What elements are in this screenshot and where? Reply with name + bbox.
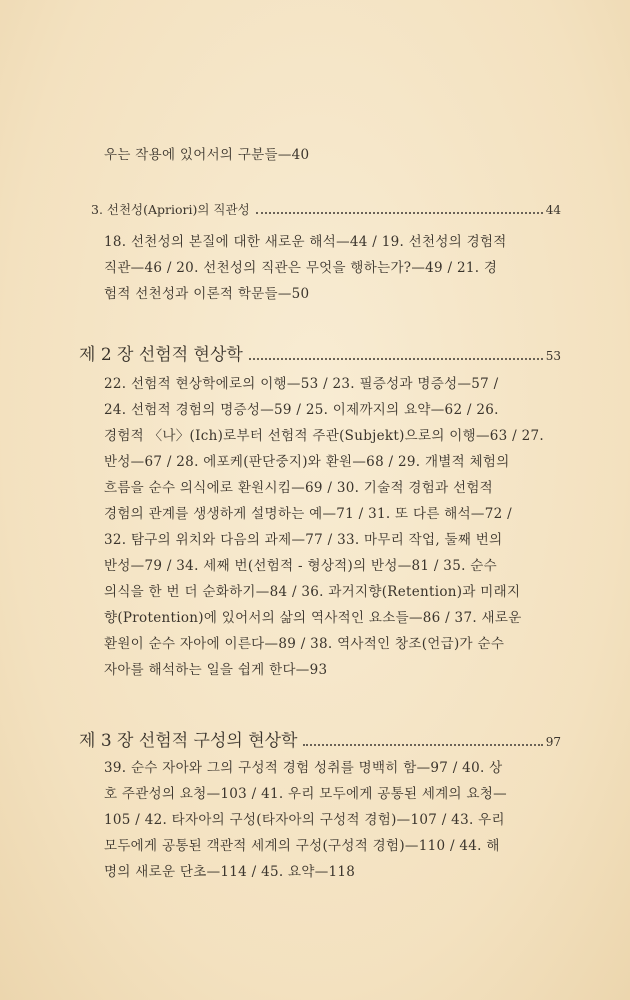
chapter-heading xyxy=(79,340,561,365)
toc-entry-line: 반성—79 / 34. 세째 번(선험적 - 형상적)의 반성—81 / 35. 순수 xyxy=(104,558,497,574)
toc-entry-line: 경험적 〈나〉(Ich)로부터 선험적 주관(Subjekt)으로의 이행—63 / 27. xyxy=(104,428,544,444)
toc-entry-line: 흐름을 순수 의식에로 환원시킴—69 / 30. 기술적 경험과 선험적 xyxy=(104,480,494,496)
chapter-page-number: 97 xyxy=(545,735,561,749)
toc-entry-line: 자아를 해석하는 일을 쉽게 한다—93 xyxy=(104,662,328,678)
dot-leader xyxy=(256,211,543,214)
chapter-page-number: 53 xyxy=(545,349,561,363)
toc-entry-line: 22. 선험적 현상학에로의 이행—53 / 23. 필증성과 명증성—57 / xyxy=(104,376,499,392)
toc-entry-line: 경험의 관계를 생생하게 설명하는 예—71 / 31. 또 다른 해석—72 / xyxy=(104,506,512,522)
chapter-title: 제 2 장 선험적 현상학 xyxy=(79,345,243,365)
toc-entry-line: 모두에게 공통된 객관적 세계의 구성(구성적 경험)—110 / 44. 해 xyxy=(104,838,500,854)
section-heading xyxy=(91,200,561,218)
toc-entry-line: 명의 새로운 단초—114 / 45. 요약—118 xyxy=(104,864,356,880)
chapter-title: 제 3 장 선험적 구성의 현상학 xyxy=(79,731,298,751)
toc-entry-line: 105 / 42. 타자아의 구성(타자아의 구성적 경험)—107 / 43. 우리 xyxy=(104,812,505,828)
toc-continuation-line: 우는 작용에 있어서의 구분들—40 xyxy=(104,147,310,163)
toc-entry-line: 향(Protention)에 있어서의 삶의 역사적인 요소들—86 / 37. 새로운 xyxy=(104,610,522,626)
section-title: 3. 선천성(Apriori)의 직관성 xyxy=(91,202,250,217)
toc-entry-line: 반성—67 / 28. 에포케(판단중지)와 환원—68 / 29. 개별적 체험의 xyxy=(104,454,510,470)
toc-entry-line: 의식을 한 번 더 순화하기—84 / 36. 과거지향(Retention)과 미래지 xyxy=(104,584,521,600)
dot-leader xyxy=(249,357,543,360)
chapter-heading xyxy=(79,726,561,751)
toc-entry-line: 18. 선천성의 본질에 대한 새로운 해석—44 / 19. 선천성의 경험적 xyxy=(104,234,507,250)
dot-leader xyxy=(303,743,542,746)
toc-entry-line: 험적 선천성과 이론적 학문들—50 xyxy=(104,286,310,302)
toc-entry-line: 39. 순수 자아와 그의 구성적 경험 성취를 명백히 함—97 / 40. 상 xyxy=(104,760,503,776)
toc-entry-line: 24. 선험적 경험의 명증성—59 / 25. 이제까지의 요약—62 / 26. xyxy=(104,402,499,418)
toc-entry-line: 직관—46 / 20. 선천성의 직관은 무엇을 행하는가?—49 / 21. 경 xyxy=(104,260,498,276)
toc-entry-line: 환원이 순수 자아에 이른다—89 / 38. 역사적인 창조(언급)가 순수 xyxy=(104,636,505,652)
toc-entry-line: 32. 탐구의 위치와 다음의 과제—77 / 33. 마무리 작업, 둘째 번의 xyxy=(104,532,503,548)
toc-entry-line: 호 주관성의 요청—103 / 41. 우리 모두에게 공통된 세계의 요청— xyxy=(104,786,507,802)
section-page-number: 44 xyxy=(545,203,561,217)
